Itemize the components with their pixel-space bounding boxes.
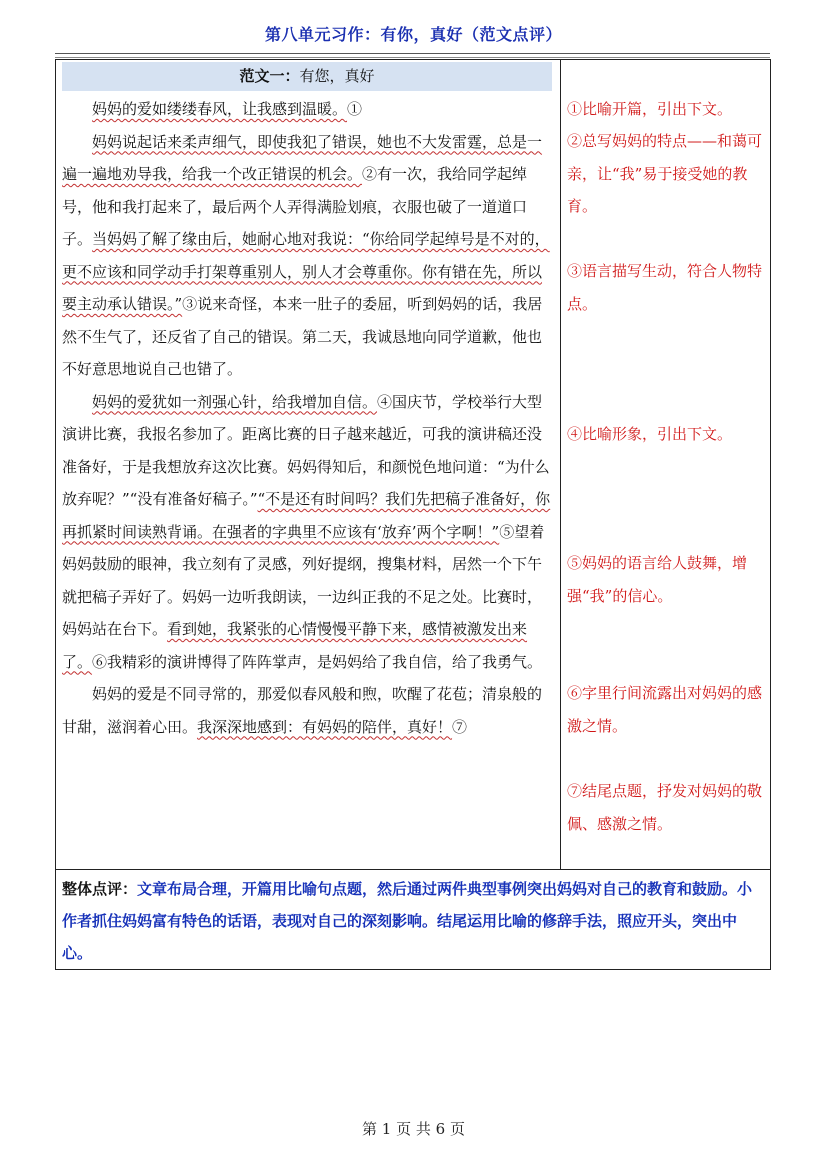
annotation-marker: ③ [182, 295, 198, 313]
margin-note-7: ⑦结尾点题，抒发对妈妈的敬佩、感激之情。 [567, 782, 763, 833]
annotated-sentence: 妈妈说起话来柔声细气，即使我犯了错误，她也不大发雷霆，总是一遍一遍地劝导我，给我一个改正错误的机会。 [62, 132, 543, 183]
overall-review-text: 文章布局合理，开篇用比喻句点题，然后通过两件典型事例突出妈妈对自己的教育和鼓励。小作者抓住妈妈富有特色的话语，表现对自己的深刻影响。结尾运用比喻的修辞手法，照应开头，突出中心。 [62, 880, 753, 962]
annotated-sentence: 妈妈的爱犹如一剂强心针，给我增加自信。 [92, 392, 378, 411]
plain-text: 妈妈的爱是不同寻常的，那爱似春风般和煦，吹醒了花苞；清泉般的甘甜，滋润着心田。 [62, 685, 543, 736]
title-rule-secondary [55, 57, 770, 58]
row-divider [55, 869, 771, 870]
annotated-sentence: 当妈妈了解了缘由后，她耐心地对我说：“你给同学起绰号是不对的，更不应该和同学动手打架尊重别人，别人才会尊重你。你有错在先，所以要主动承认错误。” [62, 230, 550, 313]
margin-note-3: ③语言描写生动，符合人物特点。 [567, 262, 763, 313]
margin-note-1: ①比喻开篇，引出下文。 [567, 100, 733, 118]
annotation-marker: ① [347, 100, 363, 118]
plain-text: 望着妈妈鼓励的眼神，我立刻有了灵感，列好提纲，搜集材料，居然一个下午就把稿子弄好了。妈妈一边听我朗读，一边纠正我的不足之处。比赛时，妈妈站在台下。 [62, 522, 545, 638]
page-footer: 第 1 页 共 6 页 [362, 1120, 465, 1138]
overall-review [62, 873, 766, 969]
annotated-sentence: 看到她，我紧张的心情慢慢平静下来，感情被激发出来了。 [62, 620, 528, 671]
essay-heading-label: 范文一： [239, 67, 300, 85]
annotation-marker: ⑦ [452, 717, 468, 736]
essay-heading-title: 有您，真好 [299, 67, 375, 85]
essay-paragraph-1 [62, 93, 552, 126]
annotation-marker: ⑤ [499, 522, 515, 541]
margin-note-2: ②总写妈妈的特点——和蔼可亲，让“我”易于接受她的教育。 [567, 132, 763, 215]
plain-text: 妈妈得知后，和颜悦色地问道：“为什么放弃呢？”“没有准备好稿子。” [62, 457, 550, 508]
overall-review-label: 整体点评： [62, 880, 138, 898]
essay-paragraph-4 [62, 678, 552, 743]
annotated-sentence: 妈妈的爱如缕缕春风，让我感到温暖。 [92, 100, 348, 118]
plain-text: 有一次，我给同学起绰号，他和我打起来了，最后两个人弄得满脸划痕，衣服也破了一道道口子。 [62, 165, 528, 248]
essay-paragraph-2 [62, 126, 552, 386]
plain-text: 说来奇怪，本来一肚子的委屈，听到妈妈的话，我居然不生气了，还反省了自己的错误。第二天，我诚恳地向同学道歉，他也不好意思地说自己也错了。 [62, 295, 543, 378]
plain-text: 我精彩的演讲博得了阵阵掌声，是妈妈给了我自信，给了我勇气。 [107, 652, 543, 671]
column-divider [560, 59, 561, 869]
margin-note-6: ⑥字里行间流露出对妈妈的感激之情。 [567, 684, 763, 735]
annotated-sentence: 我深深地感到：有妈妈的陪伴，真好！ [197, 717, 453, 736]
essay-body [62, 93, 552, 743]
document-title: 第八单元习作：有你，真好（范文点评） [264, 25, 562, 44]
margin-note-5: ⑤妈妈的语言给人鼓舞，增强“我”的信心。 [567, 554, 748, 605]
margin-note-4: ④比喻形象，引出下文。 [567, 425, 733, 443]
annotation-marker: ④ [377, 392, 393, 411]
annotation-marker: ② [362, 165, 378, 183]
title-rule [55, 53, 770, 54]
essay-heading [62, 62, 552, 91]
plain-text: 国庆节，学校举行大型演讲比赛，我报名参加了。距离比赛的日子越来越近，可我的演讲稿还没准备好，于是我想放弃这次比赛。 [62, 392, 543, 476]
essay-paragraph-3 [62, 386, 552, 679]
annotated-sentence: “不是还有时间吗？我们先把稿子准备好，你再抓紧时间读熟背诵。在强者的字典里不应该有‘放弃’两个字啊！” [62, 490, 551, 541]
annotation-marker: ⑥ [92, 652, 108, 671]
